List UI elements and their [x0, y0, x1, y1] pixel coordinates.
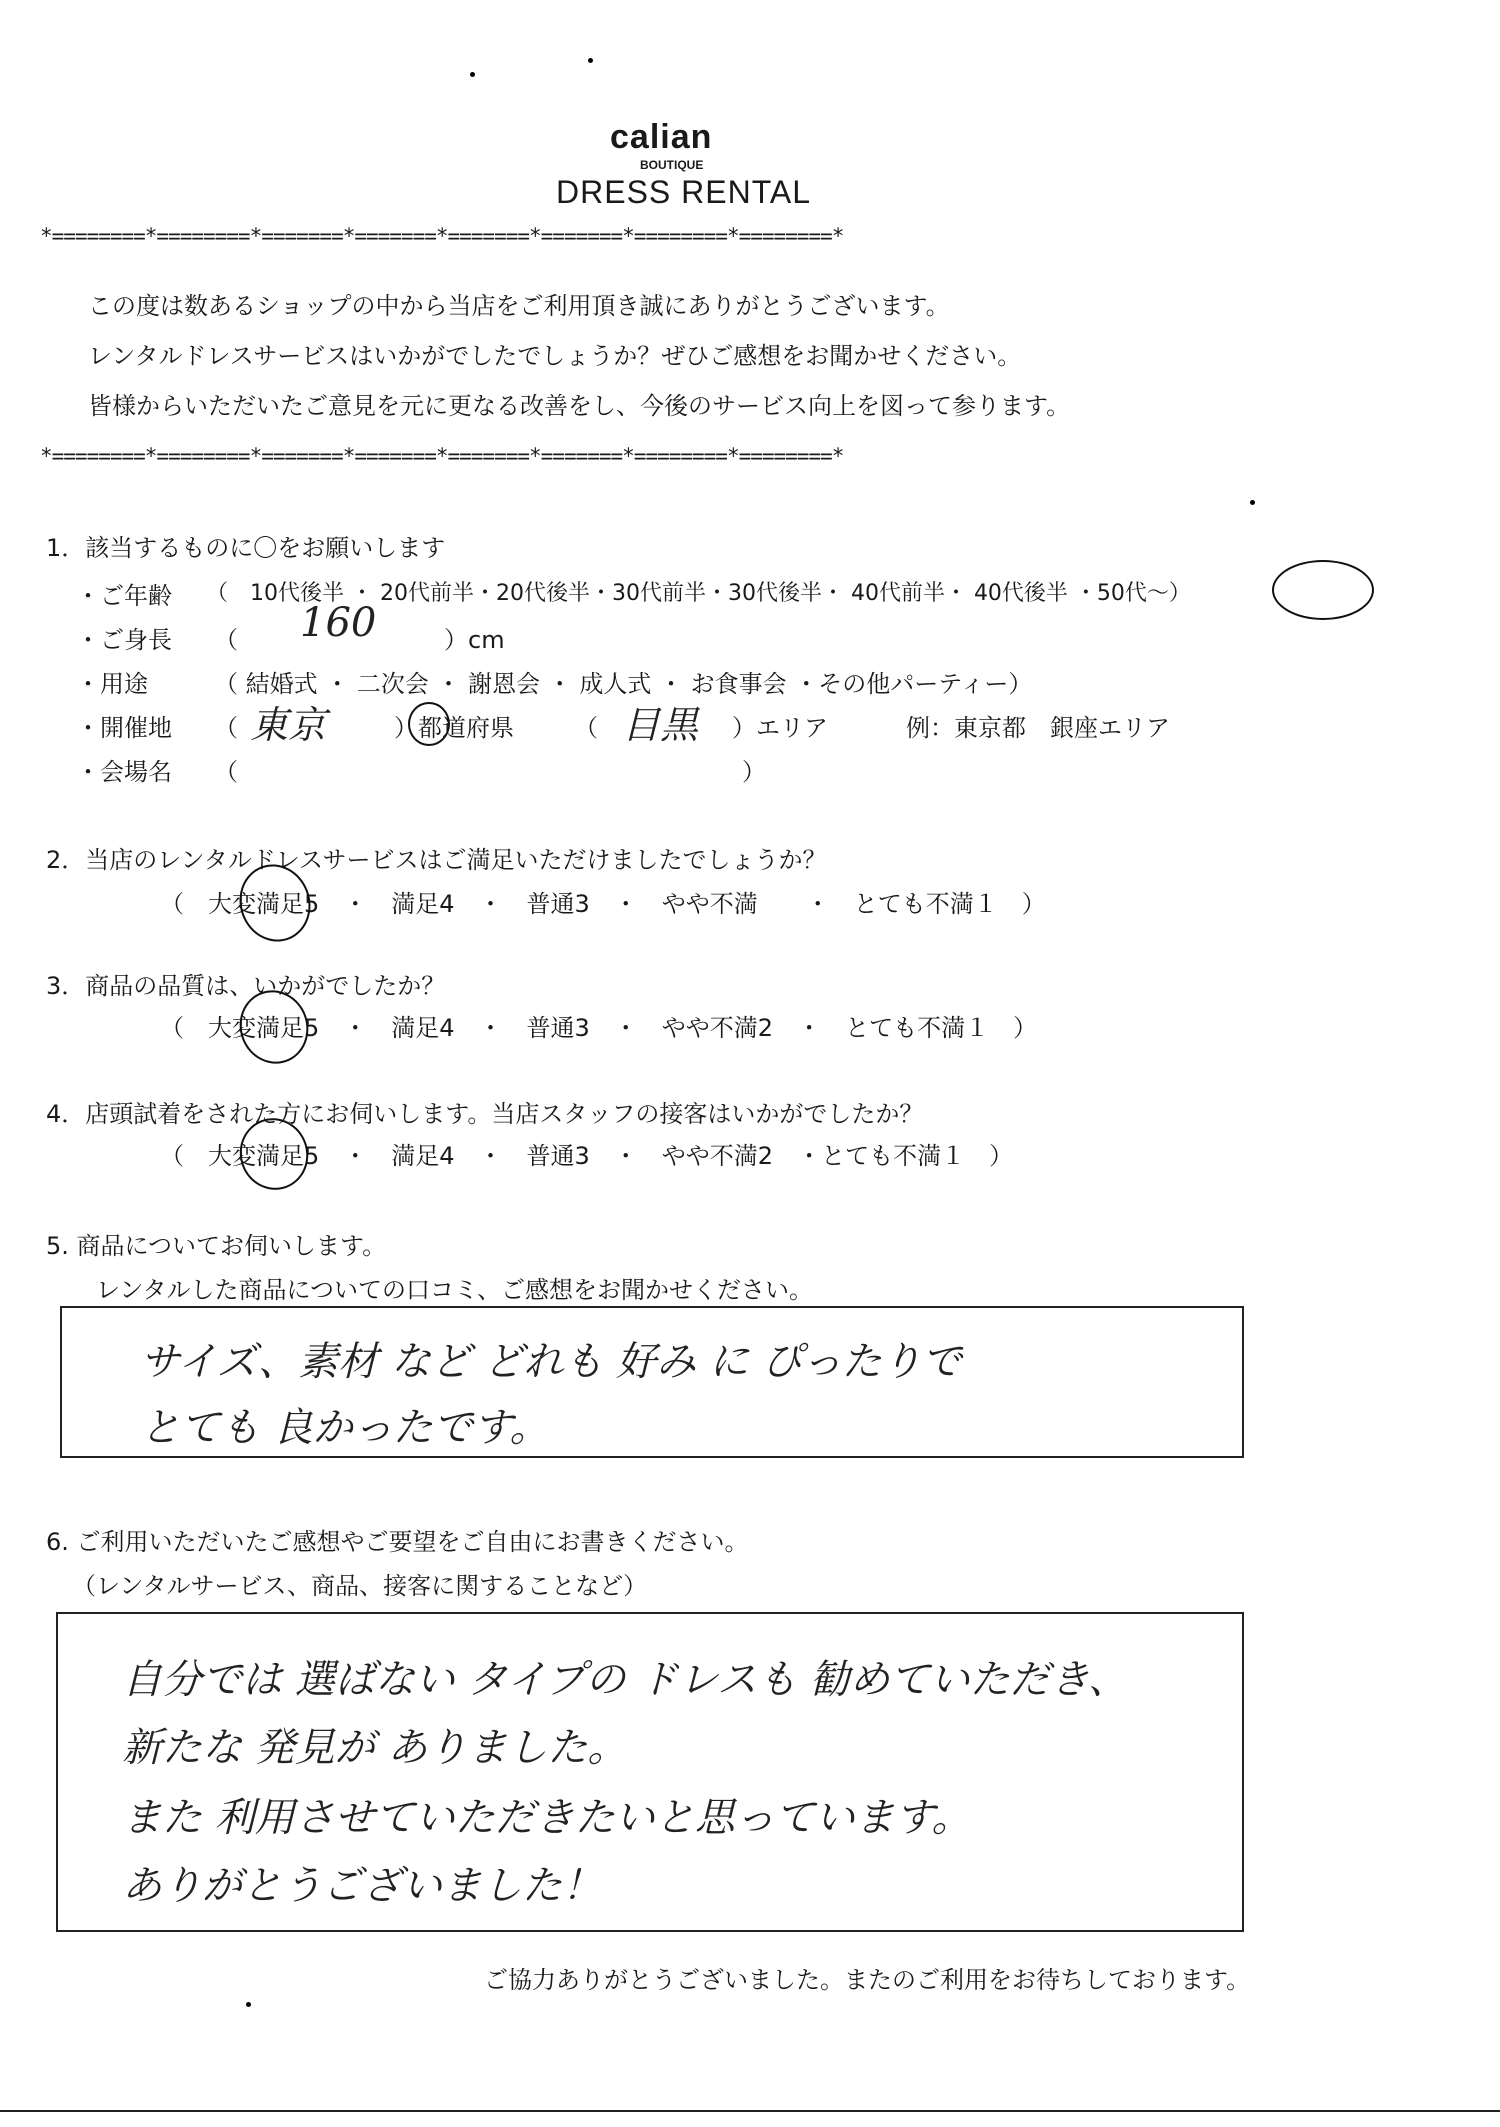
separator-top: *========*========*=======*=======*=======*=======*========*========*	[40, 224, 844, 248]
prefecture-selected-circle	[408, 702, 450, 746]
question-2-title: 2．当店のレンタルドレスサービスはご満足いただけましたでしょうか？	[46, 846, 827, 874]
question-6-answer-line-2: 新たな 発見が ありました。	[122, 1725, 628, 1771]
question-1-title: 1．該当するものに〇をお願いします	[46, 534, 446, 562]
age-options: （ 10代後半 ・ 20代前半・20代後半・30代前半・30代後半・ 40代前半・ 40代後半 ・50代～）	[206, 581, 1191, 606]
question-3-title: 3．商品の品質は、いかがでしたか？	[46, 972, 446, 1000]
height-label: ・ご身長	[76, 626, 172, 654]
age-selected-circle	[1272, 560, 1374, 620]
scan-speck	[246, 2002, 251, 2007]
question-5-answer-line-2: とても 良かったです。	[140, 1405, 550, 1451]
venue-example: 例：東京都 銀座エリア	[906, 714, 1170, 742]
purpose-label: ・用途	[76, 670, 148, 698]
question-6-answer-line-3: また 利用させていただきたいと思っています。	[122, 1795, 972, 1841]
height-open-paren: （	[214, 626, 238, 654]
intro-line-3: 皆様からいただいたご意見を元に更なる改善をし、今後のサービス向上を図って参ります。	[88, 392, 1071, 420]
scan-speck	[588, 58, 593, 63]
venue-area-open-paren: （	[574, 714, 598, 742]
question-5-answer-line-1: サイズ、素材 など どれも 好み に ぴったりで	[140, 1339, 962, 1385]
venue-label: ・開催地	[76, 714, 172, 742]
question-6-answer-line-4: ありがとうございました！	[122, 1863, 602, 1909]
purpose-options: （ 結婚式 ・ 二次会 ・ 謝恩会 ・ 成人式 ・ お食事会 ・その他パーティー）	[214, 670, 1033, 698]
question-6-answer-line-1: 自分では 選ばない タイプの ドレスも 勧めていただき、	[122, 1657, 1129, 1703]
venue-open-paren: （	[214, 714, 238, 742]
question-5-title: 5. 商品についてお伺いします。	[46, 1232, 387, 1260]
venue-area-suffix: ）エリア	[732, 714, 828, 742]
separator-middle: *========*========*=======*=======*=======*=======*========*========*	[40, 444, 844, 468]
brand-logo: calian	[610, 118, 713, 156]
scan-speck	[470, 72, 475, 77]
intro-line-2: レンタルドレスサービスはいかがでしたでしょうか？ぜひご感想をお聞かせください。	[88, 342, 1022, 370]
question-2-options: （ 大変満足5 ・ 満足4 ・ 普通3 ・ やや不満 ・ とても不満１ ）	[160, 890, 1046, 918]
page-bottom-rule	[0, 2110, 1500, 2112]
question-5-subtitle: レンタルした商品についての口コミ、ご感想をお聞かせください。	[96, 1276, 813, 1304]
venue-prefecture-value: 東京	[250, 703, 327, 747]
height-unit: ）cm	[444, 626, 505, 654]
question-4-title: 4．店頭試着をされた方にお伺いします。当店スタッフの接客はいかがでしたか？	[46, 1100, 924, 1128]
scan-speck	[1250, 500, 1255, 505]
hall-label: ・会場名	[76, 758, 172, 786]
intro-line-1: この度は数あるショップの中から当店をご利用頂き誠にありがとうございます。	[88, 292, 950, 320]
question-6-title: 6. ご利用いただいたご感想やご要望をご自由にお書きください。	[46, 1528, 749, 1556]
question-6-subtitle: （レンタルサービス、商品、接客に関することなど）	[72, 1572, 648, 1600]
height-value: 160	[300, 600, 377, 646]
footer-thanks: ご協力ありがとうございました。またのご利用をお待ちしております。	[484, 1966, 1251, 1994]
question-3-options: （ 大変満足5 ・ 満足4 ・ 普通3 ・ やや不満2 ・ とても不満１ ）	[160, 1014, 1038, 1042]
venue-prefecture-suffix: ）都道府県	[394, 714, 514, 742]
service-title: DRESS RENTAL	[556, 174, 812, 210]
venue-area-value: 目黒	[622, 703, 699, 747]
brand-sub-label: BOUTIQUE	[640, 158, 704, 172]
age-label: ・ご年齢	[76, 582, 172, 610]
hall-value: （ ）	[214, 758, 766, 786]
question-4-options: （ 大変満足5 ・ 満足4 ・ 普通3 ・ やや不満2 ・とても不満１ ）	[160, 1142, 1014, 1170]
